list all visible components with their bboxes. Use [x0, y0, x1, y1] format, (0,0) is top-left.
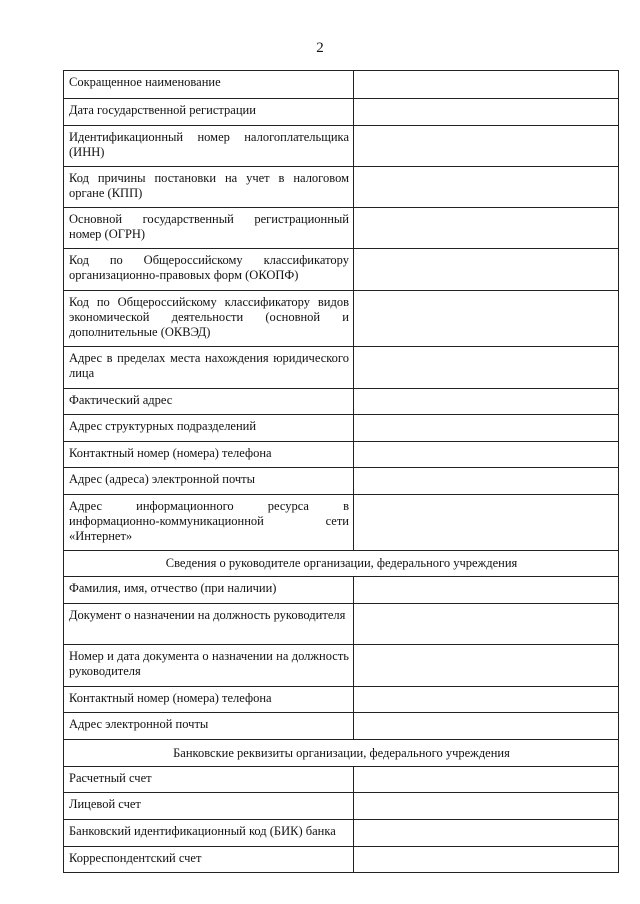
section-title: Банковские реквизиты организации, федерального учреждения	[64, 740, 619, 767]
field-label: Фактический адрес	[64, 389, 354, 415]
field-value-cell[interactable]	[354, 767, 619, 793]
field-label: Код по Общероссийскому классификатору организационно-правовых форм (ОКОПФ)	[64, 249, 354, 291]
field-label: Адрес информационного ресурса в информационно-коммуникационной сети «Интернет»	[64, 495, 354, 551]
field-value-cell[interactable]	[354, 167, 619, 208]
field-label: Дата государственной регистрации	[64, 99, 354, 126]
field-value-cell[interactable]	[354, 99, 619, 126]
field-label: Основной государственный регистрационный номер (ОГРН)	[64, 208, 354, 249]
table-row	[64, 71, 619, 99]
table-row	[64, 645, 619, 687]
field-value-cell[interactable]	[354, 208, 619, 249]
field-value-cell[interactable]	[354, 249, 619, 291]
organization-details-table	[63, 70, 619, 873]
section-header-row	[64, 551, 619, 577]
field-label: Код по Общероссийскому классификатору видов экономической деятельности (основной и дополнительные (ОКВЭД)	[64, 291, 354, 347]
field-label: Документ о назначении на должность руководителя	[64, 604, 354, 645]
table-row	[64, 767, 619, 793]
table-row	[64, 415, 619, 442]
field-label: Контактный номер (номера) телефона	[64, 442, 354, 468]
field-label: Адрес (адреса) электронной почты	[64, 468, 354, 495]
field-value-cell[interactable]	[354, 126, 619, 167]
field-label: Фамилия, имя, отчество (при наличии)	[64, 577, 354, 604]
table-row	[64, 249, 619, 291]
field-label: Расчетный счет	[64, 767, 354, 793]
field-label: Контактный номер (номера) телефона	[64, 687, 354, 713]
table-row	[64, 495, 619, 551]
table-row	[64, 167, 619, 208]
field-value-cell[interactable]	[354, 687, 619, 713]
field-label: Адрес структурных подразделений	[64, 415, 354, 442]
field-value-cell[interactable]	[354, 713, 619, 740]
field-value-cell[interactable]	[354, 415, 619, 442]
field-value-cell[interactable]	[354, 820, 619, 847]
field-value-cell[interactable]	[354, 645, 619, 687]
field-value-cell[interactable]	[354, 847, 619, 873]
field-value-cell[interactable]	[354, 389, 619, 415]
field-label: Лицевой счет	[64, 793, 354, 820]
field-label: Идентификационный номер налогоплательщика (ИНН)	[64, 126, 354, 167]
field-value-cell[interactable]	[354, 71, 619, 99]
field-label: Номер и дата документа о назначении на должность руководителя	[64, 645, 354, 687]
table-row	[64, 99, 619, 126]
table-row	[64, 577, 619, 604]
field-value-cell[interactable]	[354, 442, 619, 468]
table-row	[64, 347, 619, 389]
table-row	[64, 604, 619, 645]
field-label: Код причины постановки на учет в налоговом органе (КПП)	[64, 167, 354, 208]
table-row	[64, 793, 619, 820]
table-row	[64, 820, 619, 847]
field-value-cell[interactable]	[354, 291, 619, 347]
field-label: Сокращенное наименование	[64, 71, 354, 99]
table-row	[64, 468, 619, 495]
field-value-cell[interactable]	[354, 793, 619, 820]
field-label: Адрес в пределах места нахождения юридического лица	[64, 347, 354, 389]
field-value-cell[interactable]	[354, 495, 619, 551]
page-number: 2	[316, 40, 324, 56]
field-value-cell[interactable]	[354, 577, 619, 604]
field-value-cell[interactable]	[354, 347, 619, 389]
table-row	[64, 291, 619, 347]
field-label: Банковский идентификационный код (БИК) банка	[64, 820, 354, 847]
field-label: Корреспондентский счет	[64, 847, 354, 873]
table-row	[64, 208, 619, 249]
table-row	[64, 713, 619, 740]
section-title: Сведения о руководителе организации, федерального учреждения	[64, 551, 619, 577]
field-value-cell[interactable]	[354, 604, 619, 645]
table-row	[64, 687, 619, 713]
table-row	[64, 847, 619, 873]
section-header-row	[64, 740, 619, 767]
table-row	[64, 389, 619, 415]
table-row	[64, 126, 619, 167]
organization-details-table-body	[64, 71, 619, 873]
field-label: Адрес электронной почты	[64, 713, 354, 740]
table-row	[64, 442, 619, 468]
field-value-cell[interactable]	[354, 468, 619, 495]
